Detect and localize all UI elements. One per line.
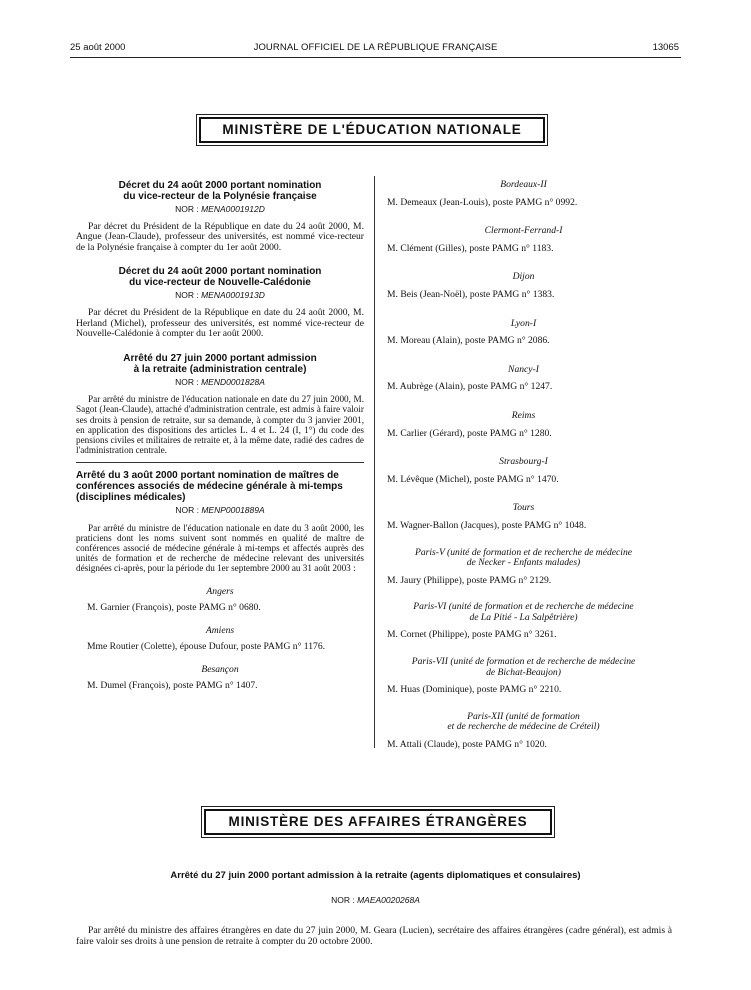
arrete-retraite-text: Par arrêté du ministre de l'éducation nationale en date du 27 juin 2000, M. Sagot (Jean-Claude), attaché d'administration centrale, est admis à faire valoir ses droits à pension de retraite, sur sa demande, à compter du 3 janvier 2001, en application des dispositions des articles L. 4 et L. 24 (I, 1°) du code des pensions civiles et militaires de retraite et, à la même date, radié des cadres de l'administration centrale.	[76, 394, 364, 455]
right-column	[387, 180, 660, 751]
decret-caledonie-nor	[76, 290, 364, 301]
header-journal-title: JOURNAL OFFICIEL DE LA RÉPUBLIQUE FRANÇAISE	[253, 42, 498, 53]
right-entry	[387, 365, 660, 393]
entry-line: M. Moreau (Alain), poste PAMG n° 2086.	[387, 335, 550, 347]
arrete-maitres-conferences	[76, 470, 364, 573]
decret-caledonie-title-line1: Décret du 24 août 2000 portant nomination	[118, 266, 322, 278]
right-entry	[387, 411, 660, 439]
nor-code: MENP0001889A	[201, 504, 265, 515]
right-entry	[387, 319, 660, 347]
entry-line: M. Attali (Claude), poste PAMG n° 1020.	[387, 739, 547, 751]
section-divider	[76, 462, 364, 463]
entry-line: M. Clément (Gilles), poste PAMG n° 1183.	[387, 242, 554, 254]
entry-line: M. Carlier (Gérard), poste PAMG n° 1280.	[387, 427, 552, 439]
header-date: 25 août 2000	[70, 42, 126, 53]
paris-vii-heading-line1: Paris-VII (unité de formation et de recherche de médecine	[411, 656, 636, 668]
right-entry	[387, 226, 660, 254]
city-heading: Strasbourg-I	[499, 456, 548, 468]
entry-line: M. Dumel (François), poste PAMG n° 1407.	[87, 679, 258, 691]
paris-xii-entry	[387, 712, 660, 751]
nor-label: NOR :	[175, 290, 199, 301]
entry-line: Mme Routier (Colette), épouse Dufour, poste PAMG n° 1176.	[87, 640, 326, 652]
paris-xii-heading-line1: Paris-XII (unité de formation	[467, 710, 580, 722]
city-heading: Bordeaux-II	[500, 179, 547, 190]
arrete-retraite-title-line1: Arrêté du 27 juin 2000 portant admission	[123, 352, 317, 364]
arrete-diplomatiques-text: Par arrêté du ministre des affaires étrangères en date du 27 juin 2000, M. Geara (Lucien), secrétaire des affaires étrangères (cadre général), est admis à faire valoir ses droits à une pension de retraite à compter du 20 octobre 2000.	[76, 925, 672, 947]
arrete-maitres-text: Par arrêté du ministre de l'éducation nationale en date du 3 août 2000, les praticiens dont les noms suivent sont nommés en qualité de maître de conférences associé de médecine générale à mi-temps et affectés auprès des unités de formation et de recherche de médecine relevant des universités désignées ci-après, pour la période du 1er septembre 2000 au 31 août 2003 :	[76, 522, 364, 573]
nor-code: MEND0001828A	[201, 376, 265, 387]
nor-code: MENA0001912D	[201, 204, 265, 214]
paris-vii-entry	[387, 657, 660, 696]
city-heading: Reims	[511, 409, 536, 421]
decret-polynesie-nor	[76, 204, 364, 215]
header-page-number: 13065	[652, 42, 679, 53]
city-heading: Nancy-I	[508, 363, 539, 375]
city-heading: Clermont-Ferrand-I	[484, 225, 563, 237]
arrete-diplomatiques-title: Arrêté du 27 juin 2000 portant admission à la retraite (agents diplomatiques et consulaires)	[170, 870, 581, 881]
nor-code: MENA0001913D	[201, 290, 265, 301]
arrete-maitres-title-line1: Arrêté du 3 août 2000 portant nomination de maîtres de	[76, 469, 339, 481]
city-heading: Amiens	[205, 625, 235, 637]
paris-vi-heading-line1: Paris-VI (unité de formation et de recherche de médecine	[413, 601, 634, 613]
ministry-title-affaires-etrangeres: MINISTÈRE DES AFFAIRES ÉTRANGÈRES	[204, 809, 552, 835]
paris-vii-heading-line2: de Bichat-Beaujon)	[486, 666, 561, 678]
decret-polynesie-text: Par décret du Président de la République en date du 24 août 2000, M. Angue (Jean-Claude), professeur des universités, est nommé vice-recteur de la Polynésie française à compter du 1er août 2000.	[76, 220, 364, 253]
entry-line: M. Garnier (François), poste PAMG n° 0680.	[87, 601, 261, 613]
entry-line: M. Wagner-Ballon (Jacques), poste PAMG n° 1048.	[387, 519, 587, 531]
right-entry	[387, 272, 660, 300]
ministry-title-education: MINISTÈRE DE L'ÉDUCATION NATIONALE	[199, 117, 545, 143]
column-divider	[374, 176, 375, 748]
paris-xii-heading-line2: et de recherche de médecine de Créteil)	[447, 721, 600, 733]
decret-nouvelle-caledonie	[76, 266, 364, 339]
decret-polynesie-title-line2: du vice-recteur de la Polynésie française	[123, 191, 317, 202]
decret-polynesie-title-line1: Décret du 24 août 2000 portant nomination	[118, 180, 322, 191]
arrete-maitres-nor	[76, 505, 364, 516]
arrete-retraite-administration	[76, 353, 364, 455]
entry-line: M. Jaury (Philippe), poste PAMG n° 2129.	[387, 574, 552, 586]
paris-vi-entry	[387, 602, 660, 641]
arrete-maitres-title-line3: (disciplines médicales)	[76, 491, 186, 503]
city-heading: Angers	[206, 585, 234, 597]
left-column	[76, 180, 364, 692]
entry-line: M. Aubrège (Alain), poste PAMG n° 1247.	[387, 381, 553, 393]
nor-label: NOR :	[175, 376, 199, 387]
header-rule	[70, 57, 681, 58]
city-heading: Tours	[512, 502, 535, 514]
entry-line: M. Beis (Jean-Noël), poste PAMG n° 1383.	[387, 288, 555, 300]
arrete-retraite-nor	[76, 377, 364, 388]
decret-polynesie	[76, 180, 364, 253]
nor-code: MAEA0020268A	[357, 895, 420, 905]
ministry-box-education	[196, 114, 548, 146]
paris-vi-heading-line2: de La Pitié - La Salpêtrière)	[469, 611, 578, 623]
city-heading: Besançon	[201, 664, 239, 676]
decret-caledonie-text: Par décret du Président de la République en date du 24 août 2000, M. Herland (Michel), professeur des universités, est nommé vice-recteur de Nouvelle-Calédonie à compter du 1er août 2000.	[76, 306, 364, 340]
city-heading: Dijon	[512, 271, 535, 283]
nor-label: NOR :	[175, 204, 199, 214]
entry-line: M. Demeaux (Jean-Louis), poste PAMG n° 0992.	[387, 196, 578, 208]
paris-v-entry	[387, 548, 660, 587]
entry-line: M. Cornet (Philippe), poste PAMG n° 3261.	[387, 629, 557, 641]
right-entry	[387, 180, 660, 208]
paris-v-heading-line2: de Necker - Enfants malades)	[466, 557, 581, 569]
nor-label: NOR :	[331, 895, 355, 905]
entry-line: M. Lévêque (Michel), poste PAMG n° 1470.	[387, 473, 559, 485]
ministry-box-affaires-etrangeres	[201, 806, 555, 838]
arrete-diplomatiques-nor	[0, 895, 751, 905]
paris-v-heading-line1: Paris-V (unité de formation et de recherche de médecine	[414, 546, 633, 558]
city-heading: Lyon-I	[510, 317, 537, 329]
right-entry	[387, 457, 660, 485]
left-entries	[76, 587, 364, 692]
decret-caledonie-title-line2: du vice-recteur de Nouvelle-Calédonie	[129, 277, 311, 289]
arrete-retraite-title-line2: à la retraite (administration centrale)	[133, 363, 307, 375]
arrete-maitres-title-line2: conférences associés de médecine générale à mi-temps	[76, 480, 343, 492]
right-entry	[387, 503, 660, 531]
entry-line: M. Huas (Dominique), poste PAMG n° 2210.	[387, 684, 562, 696]
nor-label: NOR :	[175, 504, 199, 515]
